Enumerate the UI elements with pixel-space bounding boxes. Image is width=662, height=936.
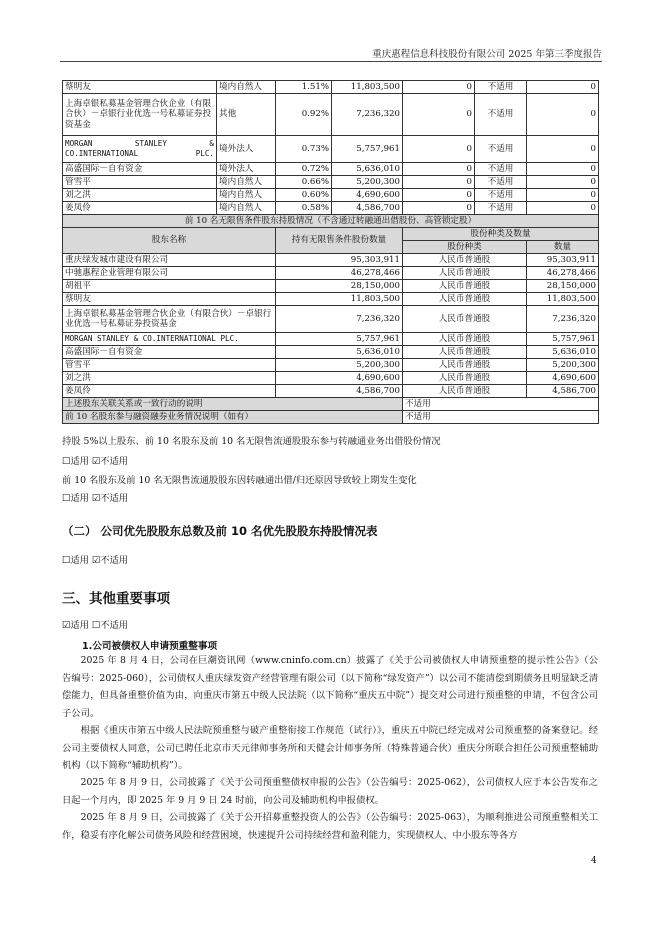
holder-pct: 1.51% (276, 81, 332, 94)
holder-count: 28,150,000 (276, 280, 403, 293)
holder-type: 境外法人 (217, 136, 276, 163)
share-qty: 46,278,466 (527, 267, 599, 280)
pledge-status: 不适用 (475, 176, 527, 189)
share-kind: 人民币普通股 (403, 372, 527, 385)
table-row (63, 254, 599, 267)
holder-shares: 7,236,320 (332, 94, 403, 136)
pledge-qty: 0 (527, 202, 599, 215)
holder-count: 5,757,961 (276, 333, 403, 346)
pledge-status: 不适用 (475, 136, 527, 163)
holder-pct: 0.92% (276, 94, 332, 136)
col-header-count: 持有无限售条件股份数量 (276, 228, 403, 254)
pledge-qty: 0 (527, 94, 599, 136)
holder-name: 上海卓银私募基金管理合伙企业（有限合伙）－卓银行业优选一号私募证券投资基金 (63, 94, 217, 136)
holder-name: 刘之洪 (63, 189, 217, 202)
holder-shares: 11,803,500 (332, 81, 403, 94)
body-paragraph: 2025 年 8 月 9 日，公司披露了《关于公开招募重整投资人的公告》（公告编号：2025-063），为顺利推进公司预重整相关工作，稳妥有序化解公司债务风险和经营困境，快速提升公司持续经营和盈利能力，实现债权人、中小股东等各方 (62, 812, 598, 841)
section-three-title: 三、其他重要事项 (62, 591, 170, 607)
holder-count: 4,586,700 (276, 385, 403, 398)
holder-count: 5,636,010 (276, 346, 403, 359)
holder-restricted: 0 (403, 163, 475, 176)
applicability-checkbox-3: ☐适用 ☑不适用 (62, 555, 129, 566)
holder-name: 高盛国际－自有资金 (63, 346, 276, 359)
change-paragraph: 前 10 名股东及前 10 名无限售流通股股东因转融通出借/归还原因导致较上期发生变化 (62, 475, 417, 486)
holder-name: 中驰惠程企业管理有限公司 (63, 267, 276, 280)
share-qty: 95,303,911 (527, 254, 599, 267)
share-qty: 7,236,320 (527, 306, 599, 333)
holder-pct: 0.66% (276, 176, 332, 189)
pledge-status: 不适用 (475, 94, 527, 136)
table-row (63, 280, 599, 293)
holder-shares: 5,636,010 (332, 163, 403, 176)
holder-name: 上海卓银私募基金管理合伙企业（有限合伙）－卓银行业优选一号私募证券投资基金 (63, 306, 276, 333)
table-row (63, 346, 599, 359)
share-kind: 人民币普通股 (403, 306, 527, 333)
holder-name: 高盛国际－自有资金 (63, 163, 217, 176)
col-header-kind: 股份种类 (403, 241, 527, 254)
pledge-qty: 0 (527, 81, 599, 94)
table-section-header (63, 215, 599, 228)
share-qty: 4,690,600 (527, 372, 599, 385)
pledge-status: 不适用 (475, 163, 527, 176)
holder-count: 7,236,320 (276, 306, 403, 333)
holder-count: 46,278,466 (276, 267, 403, 280)
pledge-status: 不适用 (475, 81, 527, 94)
table-row (63, 94, 599, 136)
pledge-status: 不适用 (475, 202, 527, 215)
share-qty: 4,586,700 (527, 385, 599, 398)
section-two-title: （二） 公司优先股股东总数及前 10 名优先股股东持股情况表 (62, 524, 378, 538)
share-kind: 人民币普通股 (403, 385, 527, 398)
holder-name: 胡祖平 (63, 280, 276, 293)
table-row (63, 293, 599, 306)
holder-name: 蔡明友 (63, 293, 276, 306)
pledge-qty: 0 (527, 189, 599, 202)
holder-name: MORGAN STANLEY & CO.INTERNATIONAL PLC. (63, 136, 217, 163)
body-paragraph: 2025 年 8 月 9 日，公司披露了《关于公司预重整债权申报的公告》（公告编号：2025-062），公司债权人应于本公告发布之日起一个月内，即 2025 年 9 月 9 日 24 时前，向公司及辅助机构申报债权。 (62, 777, 598, 806)
holder-count: 5,200,300 (276, 359, 403, 372)
holder-name: 管雪平 (63, 176, 217, 189)
holder-shares: 5,200,300 (332, 176, 403, 189)
share-qty: 5,636,010 (527, 346, 599, 359)
pledge-qty: 0 (527, 136, 599, 163)
col-header-class: 股份种类及数量 (403, 228, 599, 241)
body-paragraph: 2025 年 8 月 4 日，公司在巨潮资讯网（www.cninfo.com.cn）披露了《关于公司被债权人申请预重整的提示性公告》（公告编号：2025-060），公司债权人重庆绿发资产经营管理有限公司（以下简称“绿发资产”）以公司不能清偿到期债务且明显缺乏清偿能力，但具备重整价值为由，向重庆市第五中级人民法院（以下简称“重庆五中院”）提交对公司进行预重整的申请，不包含公司子公司。 (62, 655, 598, 719)
table-row (63, 189, 599, 202)
table-note-row (63, 411, 599, 424)
header-divider (60, 61, 602, 62)
holder-restricted: 0 (403, 202, 475, 215)
note-related-label: 上述股东关联关系或一致行动的说明 (63, 398, 403, 411)
table-row (63, 163, 599, 176)
shareholders-table (62, 80, 599, 424)
subsection-title: 1.公司被债权人申请预重整事项 (82, 641, 218, 652)
holder-restricted: 0 (403, 136, 475, 163)
holder-pct: 0.73% (276, 136, 332, 163)
holder-pct: 0.58% (276, 202, 332, 215)
note-margin-value: 不适用 (403, 411, 599, 424)
page-number: 4 (591, 856, 597, 866)
holder-shares: 5,757,961 (332, 136, 403, 163)
table-row (63, 333, 599, 346)
table-row (63, 372, 599, 385)
holder-pct: 0.72% (276, 163, 332, 176)
note-related-value: 不适用 (403, 398, 599, 411)
table-row (63, 176, 599, 189)
share-kind: 人民币普通股 (403, 267, 527, 280)
holder-restricted: 0 (403, 81, 475, 94)
report-header-title: 重庆惠程信息科技股份有限公司 2025 年第三季度报告 (372, 49, 602, 60)
table-row (63, 359, 599, 372)
pledge-qty: 0 (527, 163, 599, 176)
table-row (63, 202, 599, 215)
table-note-row (63, 398, 599, 411)
holder-name: 蔡明友 (63, 81, 217, 94)
holder-name: MORGAN STANLEY & CO.INTERNATIONAL PLC. (63, 333, 276, 346)
table-row (63, 385, 599, 398)
holder-shares: 4,586,700 (332, 202, 403, 215)
table-row (63, 267, 599, 280)
table-row (63, 136, 599, 163)
lending-paragraph: 持股 5%以上股东、前 10 名股东及前 10 名无限售流通股股东参与转融通业务出借股份情况 (62, 436, 441, 447)
holder-name: 重庆绿发城市建设有限公司 (63, 254, 276, 267)
holder-type: 境内自然人 (217, 202, 276, 215)
holder-type: 境内自然人 (217, 81, 276, 94)
share-kind: 人民币普通股 (403, 359, 527, 372)
holder-type: 境内自然人 (217, 189, 276, 202)
pledge-status: 不适用 (475, 189, 527, 202)
table-row (63, 81, 599, 94)
table-row (63, 306, 599, 333)
holder-restricted: 0 (403, 189, 475, 202)
share-qty: 11,803,500 (527, 293, 599, 306)
pledge-qty: 0 (527, 176, 599, 189)
holder-name: 刘之洪 (63, 372, 276, 385)
holder-name: 姜凤伶 (63, 385, 276, 398)
holder-type: 其他 (217, 94, 276, 136)
holder-count: 11,803,500 (276, 293, 403, 306)
holder-name: 管雪平 (63, 359, 276, 372)
applicability-checkbox-2: ☐适用 ☑不适用 (62, 493, 129, 504)
share-kind: 人民币普通股 (403, 280, 527, 293)
share-kind: 人民币普通股 (403, 346, 527, 359)
holder-restricted: 0 (403, 94, 475, 136)
holder-restricted: 0 (403, 176, 475, 189)
holder-type: 境内自然人 (217, 176, 276, 189)
holder-name: 姜凤伶 (63, 202, 217, 215)
holder-count: 95,303,911 (276, 254, 403, 267)
share-kind: 人民币普通股 (403, 333, 527, 346)
table-header-row (63, 228, 599, 241)
holder-shares: 4,690,600 (332, 189, 403, 202)
share-qty: 5,200,300 (527, 359, 599, 372)
holder-count: 4,690,600 (276, 372, 403, 385)
body-paragraph: 根据《重庆市第五中级人民法院预重整与破产重整衔接工作规范（试行）》，重庆五中院已经完成对公司预重整的备案登记。经公司主要债权人同意，公司已聘任北京市天元律师事务所和天健会计师事务所（特殊普通合伙）重庆分所联合担任公司预重整辅助机构（以下简称“辅助机构”）。 (62, 725, 598, 771)
col-header-qty: 数量 (527, 241, 599, 254)
holder-type: 境外法人 (217, 163, 276, 176)
share-qty: 5,757,961 (527, 333, 599, 346)
share-kind: 人民币普通股 (403, 293, 527, 306)
unrestricted-section-title: 前 10 名无限售条件股东持股情况（不含通过转融通出借股份、高管锁定股） (63, 215, 599, 228)
applicability-checkbox-4: ☑适用 ☐不适用 (62, 620, 129, 631)
share-kind: 人民币普通股 (403, 254, 527, 267)
col-header-name: 股东名称 (63, 228, 276, 254)
applicability-checkbox-1: ☐适用 ☑不适用 (62, 456, 129, 467)
note-margin-label: 前 10 名股东参与融资融券业务情况说明（如有） (63, 411, 403, 424)
holder-pct: 0.60% (276, 189, 332, 202)
share-qty: 28,150,000 (527, 280, 599, 293)
